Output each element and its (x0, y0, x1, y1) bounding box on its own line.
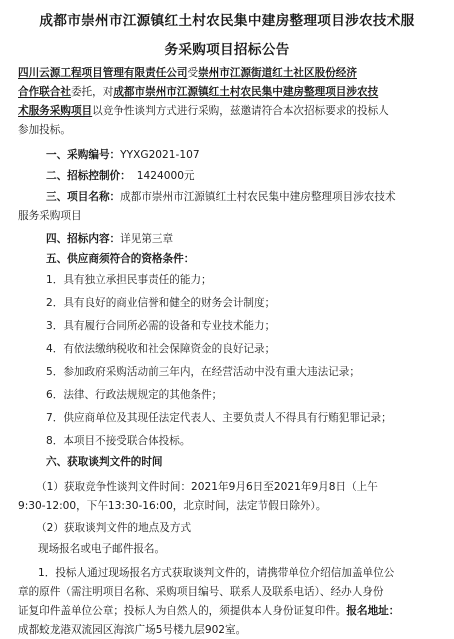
time-line2: 9:30-12:00，下午13:30-16:00，北京时间，法定节假日除外）。 (18, 500, 327, 512)
registration-method: 现场报名或电子邮件报名。 (38, 543, 166, 555)
section-control-price (46, 169, 195, 183)
address-label: 报名地址： (346, 605, 400, 617)
register-address: 成都蛟龙港双流园区海滨广场5号楼九层902室。 (18, 624, 247, 636)
project-name-part1: 成都市崇州市江源镇红土村农民集中建房整理项目涉农技 (113, 86, 379, 98)
project-name-value1: 成都市崇州市江源镇红土村农民集中建房整理项目涉农技术 (120, 191, 396, 203)
location-heading: （2）获取谈判文件的地点及方式 (36, 522, 192, 534)
section-project-name (46, 190, 396, 204)
register-line3 (18, 604, 399, 618)
project-name-part2: 术服务采购项目 (18, 105, 93, 117)
page-title-line2: 务采购项目招标公告 (164, 42, 290, 58)
page-title-line1: 成都市崇州市江源镇红土村农民集中建房整理项目涉农技术服 (39, 13, 415, 29)
intro-text2: 委托，对 (70, 86, 114, 98)
client-name-part2: 合作联合社 (18, 86, 71, 98)
qualification-heading: 五、供应商须符合的资格条件： (46, 253, 195, 265)
section-procurement-number (46, 148, 200, 162)
project-name-value2: 服务采购项目 (18, 210, 82, 222)
condition-item: 1．具有独立承担民事责任的能力； (46, 274, 212, 286)
intro-line1 (18, 66, 357, 80)
condition-item: 4．有依法缴纳税收和社会保障资金的良好记录； (46, 343, 276, 355)
intro-line2 (18, 85, 378, 99)
condition-item: 3．具有履行合同所必需的设备和专业技术能力； (46, 320, 276, 332)
condition-item: 6．法律、行政法规规定的其他条件； (46, 389, 223, 401)
control-price-value: 1424000元 (136, 170, 195, 182)
intro-text3: 以竞争性谈判方式进行采购，兹邀请符合本次招标要求的投标人 (92, 105, 389, 117)
intro-line3 (18, 104, 389, 118)
condition-item: 5．参加政府采购活动前三年内，在经营活动中没有重大违法记录； (46, 366, 360, 378)
control-price-label: 二、招标控制价： (46, 170, 131, 182)
register-line2: 章的原件（需注明项目名称、采购项目编号、联系人及联系电话）、经办人身份 (18, 586, 384, 598)
condition-item: 2．具有良好的商业信誉和健全的财务会计制度； (46, 297, 276, 309)
register-line1: 1．投标人通过现场报名方式获取谈判文件的，请携带单位介绍信加盖单位公 (38, 567, 395, 579)
client-name-part1: 崇州市江源街道红土社区股份经济 (198, 67, 357, 79)
intro-text1: 受 (187, 67, 199, 79)
condition-item: 8．本项目不接受联合体投标。 (46, 435, 191, 447)
register-line3-text: 证复印件盖单位公章；投标人为自然人的，须提供本人身份证复印件。 (18, 605, 347, 617)
obtain-docs-heading: 六、获取谈判文件的时间 (46, 456, 163, 468)
section-tender-content (46, 232, 173, 246)
tender-content-label: 四、招标内容： (46, 233, 121, 245)
tender-content-value: 详见第三章 (120, 233, 174, 245)
intro-line4: 参加投标。 (18, 124, 71, 136)
project-name-label: 三、项目名称： (46, 191, 121, 203)
procurement-number-value: YYXG2021-107 (120, 149, 200, 161)
condition-item: 7．供应商单位及其现任法定代表人、主要负责人不得具有行贿犯罪记录； (46, 412, 392, 424)
agency-name: 四川云源工程项目管理有限责任公司 (18, 67, 188, 79)
time-line1: （1）获取竞争性谈判文件时间：2021年9月6日至2021年9月8日（上午 (36, 481, 378, 493)
procurement-number-label: 一、采购编号： (46, 149, 121, 161)
